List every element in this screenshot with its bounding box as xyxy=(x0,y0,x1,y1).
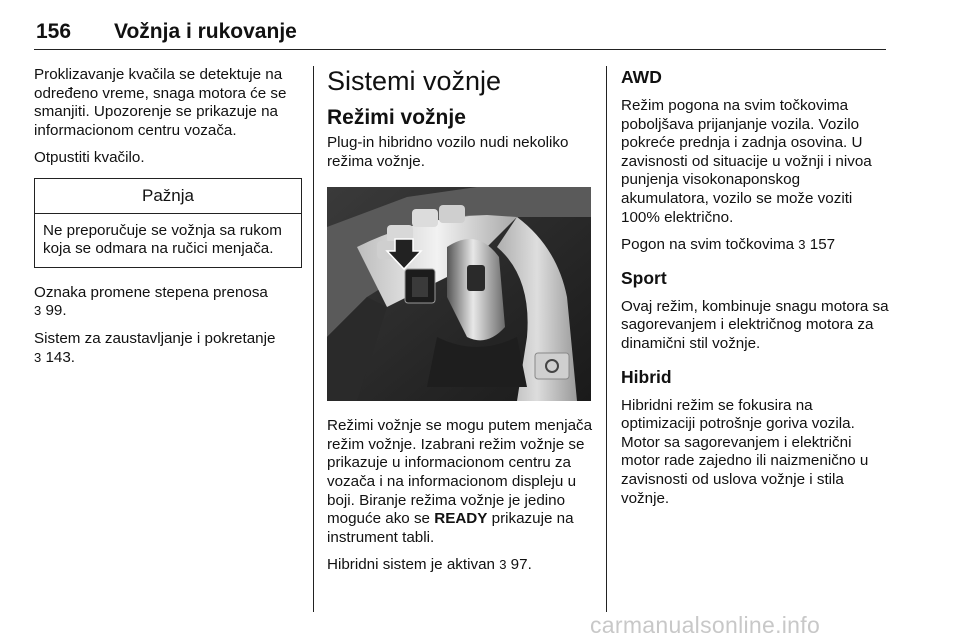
heading-awd: AWD xyxy=(621,67,662,87)
watermark: carmanualsonline.info xyxy=(590,612,821,638)
heading-hibrid: Hibrid xyxy=(621,366,672,387)
drive-mode-selector-photo xyxy=(327,187,591,401)
paragraph-sport: Ovaj režim, kombinuje snagu motora sa sagorevanjem i električnog motora za dinamični stil vožnje. xyxy=(621,297,889,352)
column-middle xyxy=(327,66,593,584)
reference-arrow-icon: 3 xyxy=(499,557,507,573)
page-reference-link[interactable]: 97. xyxy=(510,556,532,574)
paragraph-release-clutch: Otpustiti kvačilo. xyxy=(34,149,145,167)
header-rule xyxy=(34,49,886,50)
column-right xyxy=(621,66,891,517)
subsection-title: Režimi vožnje xyxy=(327,106,466,129)
notice-body: Ne preporučuje se vožnja sa rukom koja se odmara na ručici menjača. xyxy=(43,221,282,258)
column-left xyxy=(34,66,302,376)
ready-indicator-label: READY xyxy=(434,510,488,528)
notice-title: Pažnja xyxy=(35,179,301,214)
paragraph-text: prikazuje na instrument tabli. xyxy=(327,510,574,546)
column-divider-left xyxy=(313,66,314,612)
paragraph-text: Oznaka promene stepena prenosa xyxy=(34,283,268,301)
paragraph-hibrid: Hibridni režim se fokusira na optimizaciji potrošnje goriva vozila. Motor sa sagorevanjem i električni motor rade zajedno ili naizmenično u zavisnosti od uslova vožnje i stila vožnje. xyxy=(621,396,869,507)
notice-box xyxy=(34,178,302,268)
paragraph-text: Režimi vožnje se mogu putem menjača režim vožnje. Izabrani režim vožnje se prikazuje u informacionom centru za vozača i na informacionom displeju u boji. Biranje režima vožnje je jedino moguće ako se xyxy=(327,417,593,528)
page-heading: Vožnja i rukovanje xyxy=(114,20,297,43)
page-reference-link[interactable]: 143. xyxy=(45,348,76,366)
paragraph-gear-indicator xyxy=(34,284,302,321)
paragraph-stop-start xyxy=(34,330,302,367)
page-reference-link[interactable]: 99. xyxy=(45,302,67,320)
column-divider-right xyxy=(606,66,607,612)
paragraph-drive-modes xyxy=(327,417,593,547)
page-reference-link[interactable]: 157 xyxy=(809,236,836,254)
page-number: 156 xyxy=(36,20,72,43)
paragraph-text: Hibridni sistem je aktivan xyxy=(327,556,495,574)
paragraph-text: Pogon na svim točkovima xyxy=(621,236,795,254)
heading-sport: Sport xyxy=(621,267,667,288)
paragraph-awd: Režim pogona na svim točkovima poboljšava prijanjanje vozila. Vozilo pokreće prednja i zadnja osovina. U zavisnosti od situacije u vožnji i nivoa punjenja visokonaponskog akumulatora, vozilo se može voziti 100% električno. xyxy=(621,97,872,226)
paragraph-awd-reference xyxy=(621,236,891,255)
reference-arrow-icon: 3 xyxy=(798,237,806,253)
paragraph-clutch-slip: Proklizavanje kvačila se detektuje na određeno vreme, snaga motora će se smanjiti. Upozorenje se prikazuje na informacionom centru vozača. xyxy=(34,66,287,139)
paragraph-text: Sistem za zaustavljanje i pokretanje xyxy=(34,329,276,347)
paragraph-hybrid-active xyxy=(327,556,593,575)
reference-arrow-icon: 3 xyxy=(34,303,42,319)
paragraph-intro: Plug-in hibridno vozilo nudi nekoliko režima vožnje. xyxy=(327,134,569,170)
reference-arrow-icon: 3 xyxy=(34,349,42,365)
section-title: Sistemi vožnje xyxy=(327,66,502,96)
